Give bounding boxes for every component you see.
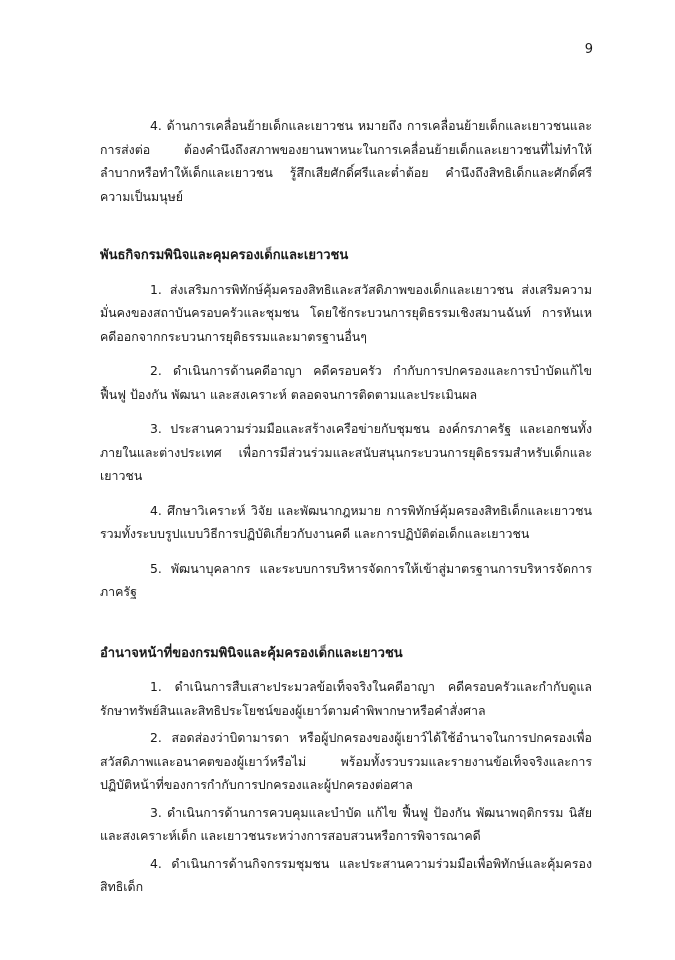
duty-item: 2. สอดส่องว่าบิดามารดา หรือผู้ปกครองของผู้เยาว์ได้ใช้อำนาจในการปกครองเพื่อสวัสดิภาพและอนาคตของผู้เยาว์หรือไม่ พร้อมทั้งรวบรวมและรายงานข้อเท็จจริงและการปฏิบัติหน้าที่ของการกำกับการปกครองและผู้ปกครองต่อศาล [100,730,592,792]
mission-item: 3. ประสานความร่วมมือและสร้างเครือข่ายกับชุมชน องค์กรภาครัฐ และเอกชนทั้งภายในและต่างประเทศ เพื่อการมีส่วนร่วมและสนับสนุนกระบวนการยุติธรรมสำหรับเด็กและเยาวชน [100,421,592,483]
duty-item: 1. ดำเนินการสืบเสาะประมวลข้อเท็จจริงในคดีอาญา คดีครอบครัวและกำกับดูแลรักษาทรัพย์สินและสิทธิประโยชน์ของผู้เยาว์ตามคำพิพากษาหรือคำสั่งศาล [100,679,592,718]
mission-item: 5. พัฒนาบุคลากร และระบบการบริหารจัดการให้เข้าสู่มาตรฐานการบริหารจัดการภาครัฐ [100,560,592,599]
duty-item: 4. ดำเนินการด้านกิจกรรมชุมชน และประสานความร่วมมือเพื่อพิทักษ์และคุ้มครองสิทธิเด็ก [100,855,592,894]
duty-item: 3. ดำเนินการด้านการควบคุมและบำบัด แก้ไข ฟื้นฟู ป้องกัน พัฒนาพฤติกรรม นิสัยและสงเคราะห์เด็ก และเยาวชนระหว่างการสอบสวนหรือการพิจารณาคดี [100,804,592,843]
mission-item: 2. ดำเนินการด้านคดีอาญา คดีครอบครัว กำกับการปกครองและการบำบัดแก้ไข ฟื้นฟู ป้องกัน พัฒนา และสงเคราะห์ ตลอดจนการติดตามและประเมินผล [100,363,592,402]
mission-item: 1. ส่งเสริมการพิทักษ์คุ้มครองสิทธิและสวัสดิภาพของเด็กและเยาวชน ส่งเสริมความมั่นคงของสถาบันครอบครัวและชุมชน โดยใช้กระบวนการยุติธรรมเชิงสมานฉันท์ การหันเหคดีออกจากกระบวนการยุติธรรมและมาตรฐานอื่นๆ [100,281,592,344]
duties-heading: อำนาจหน้าที่ของกรมพินิจและคุ้มครองเด็กและเยาวชน [100,645,403,661]
document-body [100,114,592,903]
intro-paragraph: 4. ด้านการเคลื่อนย้ายเด็กและเยาวชน หมายถึง การเคลื่อนย้ายเด็กและเยาวชนและการส่งต่อ ต้องคำนึงถึงสภาพของยานพาหนะในการเคลื่อนย้ายเด็กและเยาวชนที่ไม่ทำให้ลำบากหรือทำให้เด็กและเยาวชน รู้สึกเสียศักดิ์ศรีและต่ำต้อย คำนึงถึงสิทธิเด็กและศักดิ์ศรีความเป็นมนุษย์ [100,118,592,204]
page-number: 9 [584,42,593,57]
mission-item: 4. ศึกษาวิเคราะห์ วิจัย และพัฒนากฎหมาย การพิทักษ์คุ้มครองสิทธิเด็กและเยาวชน รวมทั้งระบบรูปแบบวิธีการปฏิบัติเกี่ยวกับงานคดี และการปฏิบัติต่อเด็กและเยาวชน [100,502,592,541]
mission-heading: พันธกิจกรมพินิจและคุมครองเด็กและเยาวชน [100,248,349,263]
